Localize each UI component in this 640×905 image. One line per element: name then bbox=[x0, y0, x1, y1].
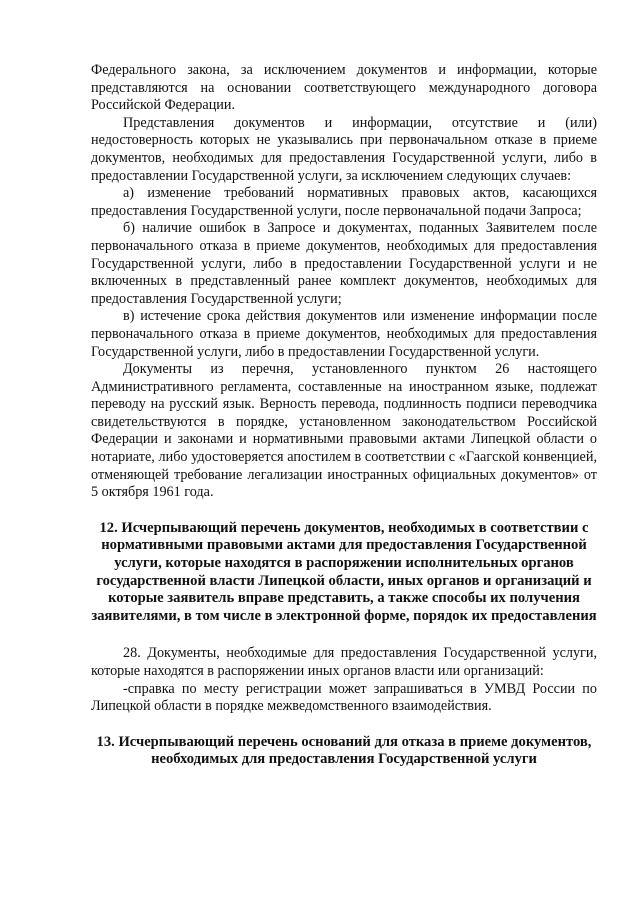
spacer bbox=[91, 716, 597, 734]
section-heading-12: 12. Исчерпывающий перечень документов, необходимых в соответствии с нормативными правовыми актами для предоставления Государственной услуги, которые находятся в распоряжении исполнительных органов государственной власти Липецкой области, иных органов и организаций и которые заявитель вправе представить, а также способы их получения заявителями, в том числе в электронной форме, порядок их предоставления bbox=[91, 519, 597, 624]
paragraph-28: 28. Документы, необходимые для предоставления Государственной услуги, которые находятся в распоряжении иных органов власти или организаций: bbox=[91, 645, 597, 679]
spacer bbox=[91, 625, 597, 645]
list-item-v: в) истечение срока действия документов или изменение информации после первоначального отказа в приеме документов, необходимых для предоставления Государственной услуги, либо в предоставлении Государственной услуги. bbox=[91, 308, 597, 360]
paragraph-certificate: -справка по месту регистрации может запрашиваться в УМВД России по Липецкой области в порядке межведомственного взаимодействия. bbox=[91, 680, 597, 715]
document-page bbox=[91, 62, 597, 769]
list-item-a: а) изменение требований нормативных правовых актов, касающихся предоставления Государственной услуги, после первоначальной подачи Запроса; bbox=[91, 185, 597, 219]
section-heading-13: 13. Исчерпывающий перечень оснований для отказа в приеме документов, необходимых для предоставления Государственной услуги bbox=[96, 733, 592, 768]
paragraph-submission: Представления документов и информации, отсутствие и (или) недостоверность которых не указывались при первоначальном отказе в приеме документов, необходимых для предоставления Государственной услуги, либо в предоставлении Государственной услуги, за исключением следующих случаев: bbox=[91, 114, 597, 184]
list-item-b: б) наличие ошибок в Запросе и документах, поданных Заявителем после первоначального отказа в приеме документов, необходимых для предоставления Государственной услуги, либо в предоставлении Государственной услуги и не включенных в представленный ранее комплект документов, необходимых для предоставления Государственной услуги; bbox=[91, 220, 597, 307]
paragraph-intro: Федерального закона, за исключением документов и информации, которые представляются на основании соответствующего международного договора Российской Федерации. bbox=[91, 62, 597, 114]
paragraph-translation: Документы из перечня, установленного пунктом 26 настоящего Административного регламента, составленные на иностранном языке, подлежат переводу на русский язык. Верность перевода, подлинность подписи переводчика свидетельствуются в порядке, установленном законодательством Российской Федерации и законами и нормативными правовыми актами Липецкой области о нотариате, либо удостоверяется апостилем в соответствии с «Гаагской конвенцией, отменяющей требование легализации иностранных официальных документов» от 5 октября 1961 года. bbox=[91, 361, 597, 501]
spacer bbox=[91, 502, 597, 520]
